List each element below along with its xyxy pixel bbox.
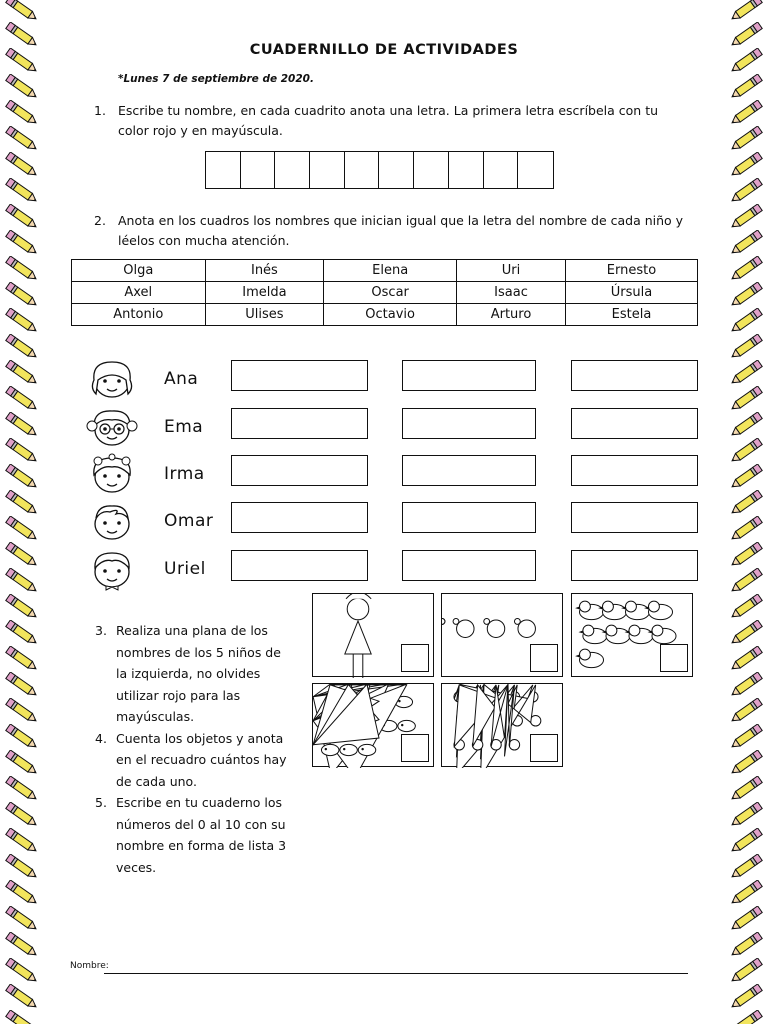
girl-flower-face-icon — [80, 453, 144, 497]
pencil-icon — [726, 854, 766, 880]
name-write-box[interactable] — [571, 408, 698, 439]
pencil-icon — [726, 958, 766, 984]
letter-box[interactable] — [310, 152, 345, 188]
pencil-icon — [2, 178, 42, 204]
pencil-icon — [726, 412, 766, 438]
letter-box[interactable] — [484, 152, 519, 188]
pencil-icon — [2, 100, 42, 126]
pencil-icon — [2, 698, 42, 724]
name-write-box[interactable] — [231, 455, 368, 486]
worksheet-title: CUADERNILLO DE ACTIVIDADES — [249, 42, 519, 58]
count-object — [602, 625, 630, 644]
pencil-icon — [726, 74, 766, 100]
counting-panel — [441, 593, 563, 677]
pencil-icon — [726, 100, 766, 126]
child-name: Uriel — [164, 559, 206, 579]
table-cell: Octavio — [324, 304, 457, 326]
letter-box[interactable] — [275, 152, 310, 188]
question-1-line-1: Escribe tu nombre, en cada cuadrito anota una letra. La primera letra escríbela con tu — [118, 103, 659, 118]
pencil-icon — [726, 906, 766, 932]
pencil-icon — [2, 516, 42, 542]
pencil-icon — [2, 542, 42, 568]
table-cell: Arturo — [457, 304, 566, 326]
counting-panel — [571, 593, 693, 677]
pencil-icon — [2, 984, 42, 1010]
pencil-icon — [726, 438, 766, 464]
table-cell: Úrsula — [565, 282, 697, 304]
letter-box[interactable] — [379, 152, 414, 188]
pencil-icon — [2, 932, 42, 958]
pencil-icon — [2, 906, 42, 932]
table-cell: Axel — [72, 282, 206, 304]
question-2 — [94, 211, 694, 253]
table-cell: Inés — [205, 260, 324, 282]
instruction-number: 5. — [95, 795, 107, 810]
pencil-icon — [726, 178, 766, 204]
pencil-icon — [2, 620, 42, 646]
name-write-box[interactable] — [231, 408, 368, 439]
right-pencil-border — [724, 0, 768, 1024]
name-write-box[interactable] — [571, 550, 698, 581]
girl-face-icon — [80, 358, 144, 402]
pencil-icon — [2, 282, 42, 308]
pencil-icon — [726, 594, 766, 620]
counting-panel — [441, 683, 563, 767]
pencil-icon — [726, 204, 766, 230]
pencil-icon — [726, 360, 766, 386]
pencil-icon — [726, 0, 766, 22]
table-cell: Imelda — [205, 282, 324, 304]
name-write-box[interactable] — [231, 502, 368, 533]
pencil-icon — [726, 568, 766, 594]
table-cell: Olga — [72, 260, 206, 282]
name-write-box[interactable] — [402, 408, 536, 439]
name-write-box[interactable] — [402, 502, 536, 533]
name-write-line[interactable] — [104, 973, 688, 974]
pencil-icon — [726, 308, 766, 334]
pencil-icon — [726, 828, 766, 854]
pencil-icon — [2, 776, 42, 802]
pencil-icon — [726, 386, 766, 412]
instruction-line: Escribe en tu cuaderno los — [116, 795, 283, 810]
pencil-icon — [726, 880, 766, 906]
pencil-icon — [726, 802, 766, 828]
instruction-number: 4. — [95, 730, 107, 746]
name-write-box[interactable] — [571, 360, 698, 391]
count-object — [442, 619, 474, 638]
instruction-5 — [95, 792, 295, 878]
pencil-icon — [2, 1010, 42, 1024]
boy-face-icon — [80, 500, 144, 544]
table-row — [72, 260, 698, 282]
instruction-line: mayúsculas. — [116, 709, 195, 724]
question-2-number: 2. — [94, 213, 106, 228]
instruction-line: nombres de los 5 niños de — [116, 644, 281, 660]
name-write-box[interactable] — [231, 550, 368, 581]
letter-box[interactable] — [414, 152, 449, 188]
name-label: Nombre: — [70, 961, 109, 971]
pencil-icon — [2, 750, 42, 776]
count-object — [345, 594, 371, 678]
pencil-icon — [726, 490, 766, 516]
worksheet-date: *Lunes 7 de septiembre de 2020. — [118, 73, 314, 85]
table-cell: Ernesto — [565, 260, 697, 282]
pencil-icon — [726, 230, 766, 256]
name-letter-boxes — [205, 151, 554, 189]
letter-box[interactable] — [345, 152, 380, 188]
child-name: Ema — [164, 417, 204, 437]
count-object — [575, 649, 603, 668]
count-answer-box[interactable] — [660, 644, 688, 672]
pencil-icon — [2, 958, 42, 984]
pencil-icon — [726, 932, 766, 958]
counting-panel — [312, 683, 434, 767]
pencil-icon — [2, 126, 42, 152]
letter-box[interactable] — [206, 152, 241, 188]
pencil-icon — [726, 984, 766, 1010]
name-write-box[interactable] — [402, 360, 536, 391]
pencil-icon — [726, 750, 766, 776]
pencil-icon — [726, 672, 766, 698]
instruction-number: 3. — [95, 623, 107, 638]
pencil-icon — [2, 0, 42, 22]
table-cell: Oscar — [324, 282, 457, 304]
pencil-icon — [2, 802, 42, 828]
pencil-icon — [2, 880, 42, 906]
pencil-icon — [2, 828, 42, 854]
pencil-icon — [726, 1010, 766, 1024]
pencil-icon — [2, 256, 42, 282]
count-object — [625, 625, 653, 644]
table-cell: Elena — [324, 260, 457, 282]
question-2-line-2: léelos con mucha atención. — [118, 233, 290, 248]
count-object — [621, 601, 649, 620]
instruction-line: utilizar rojo para las — [116, 687, 241, 703]
pencil-icon — [2, 464, 42, 490]
child-name: Omar — [164, 511, 214, 531]
count-object — [648, 625, 676, 644]
instruction-line: en el recuadro cuántos hay — [116, 752, 287, 767]
question-1 — [94, 101, 694, 143]
count-object — [575, 601, 603, 620]
name-write-box[interactable] — [402, 455, 536, 486]
count-answer-box[interactable] — [530, 644, 558, 672]
pencil-icon — [2, 334, 42, 360]
letter-box[interactable] — [241, 152, 276, 188]
pencil-icon — [2, 646, 42, 672]
table-cell: Antonio — [72, 304, 206, 326]
pencil-icon — [2, 412, 42, 438]
pencil-icon — [2, 854, 42, 880]
pencil-icon — [2, 308, 42, 334]
pencil-icon — [2, 230, 42, 256]
instruction-line: Realiza una plana de los — [116, 623, 268, 638]
letter-box[interactable] — [449, 152, 484, 188]
pencil-icon — [2, 724, 42, 750]
left-pencil-border — [0, 0, 44, 1024]
instruction-line: Cuenta los objetos y anota — [116, 730, 284, 746]
child-name: Irma — [164, 464, 205, 484]
pencil-icon — [726, 256, 766, 282]
count-answer-box[interactable] — [401, 644, 429, 672]
instruction-line: nombre en forma de lista 3 — [116, 838, 287, 853]
name-write-box[interactable] — [231, 360, 368, 391]
pencil-icon — [726, 516, 766, 542]
table-row — [72, 282, 698, 304]
count-object — [598, 601, 626, 620]
names-table — [71, 259, 698, 326]
boy-bowtie-face-icon — [80, 548, 144, 592]
count-object — [644, 601, 672, 620]
question-1-line-2: color rojo y en mayúscula. — [118, 123, 283, 138]
table-cell: Isaac — [457, 282, 566, 304]
instruction-4 — [95, 728, 295, 793]
pencil-icon — [726, 724, 766, 750]
child-name: Ana — [164, 369, 199, 389]
pencil-icon — [2, 204, 42, 230]
pencil-icon — [726, 646, 766, 672]
pencil-icon — [726, 620, 766, 646]
instruction-3 — [95, 620, 295, 728]
pencil-icon — [2, 386, 42, 412]
count-answer-box[interactable] — [401, 734, 429, 762]
counting-panel — [312, 593, 434, 677]
pencil-icon — [726, 542, 766, 568]
pencil-icon — [726, 152, 766, 178]
table-cell: Ulises — [205, 304, 324, 326]
name-write-box[interactable] — [571, 502, 698, 533]
count-object — [579, 625, 607, 644]
instruction-line: de cada uno. — [116, 773, 197, 789]
instruction-line: veces. — [116, 859, 157, 875]
pencil-icon — [2, 672, 42, 698]
instruction-line: números del 0 al 10 con su — [116, 816, 286, 832]
pencil-icon — [2, 152, 42, 178]
pencil-icon — [726, 698, 766, 724]
pencil-icon — [2, 360, 42, 386]
name-write-box[interactable] — [571, 455, 698, 486]
pencil-icon — [2, 490, 42, 516]
pencil-icon — [2, 438, 42, 464]
pencil-icon — [2, 568, 42, 594]
table-cell: Estela — [565, 304, 697, 326]
pencil-icon — [726, 282, 766, 308]
pencil-icon — [2, 594, 42, 620]
pencil-icon — [726, 776, 766, 802]
pencil-icon — [2, 74, 42, 100]
instruction-line: la izquierda, no olvides — [116, 666, 261, 681]
pencil-icon — [726, 464, 766, 490]
table-row — [72, 304, 698, 326]
pencil-icon — [726, 334, 766, 360]
table-cell: Uri — [457, 260, 566, 282]
count-answer-box[interactable] — [530, 734, 558, 762]
name-write-box[interactable] — [402, 550, 536, 581]
girl-glasses-face-icon — [80, 406, 144, 450]
question-1-number: 1. — [94, 103, 106, 118]
pencil-icon — [726, 126, 766, 152]
question-2-line-1: Anota en los cuadros los nombres que inician igual que la letra del nombre de cada niño y — [118, 213, 684, 228]
letter-box[interactable] — [518, 152, 553, 188]
